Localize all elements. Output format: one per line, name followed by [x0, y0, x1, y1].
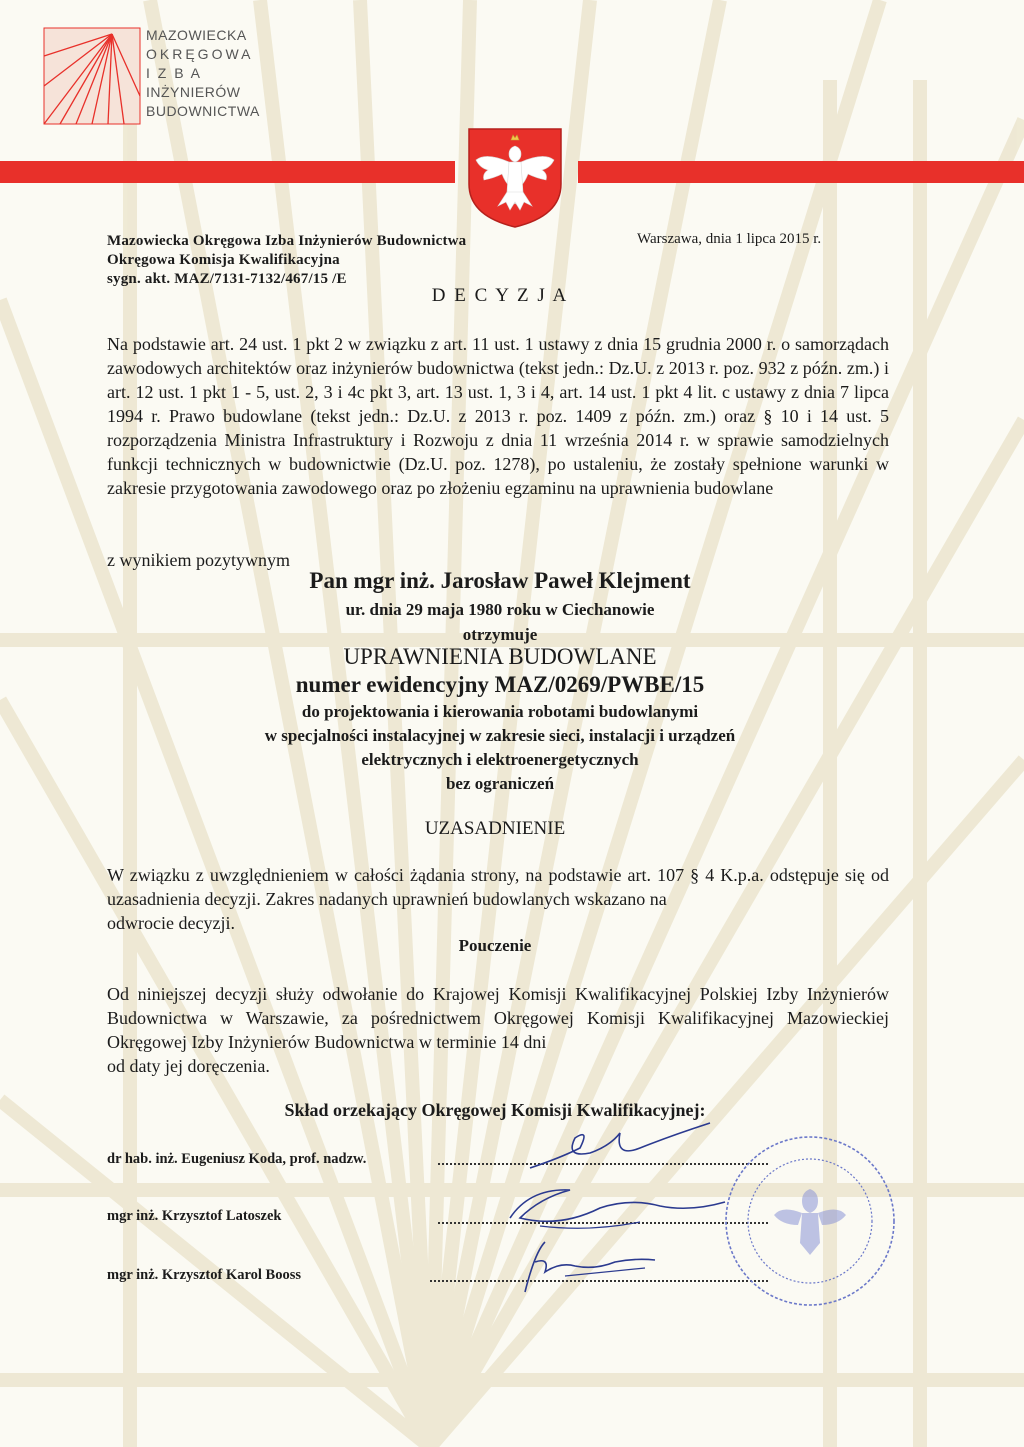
logo-line-2: OKRĘGOWA: [146, 46, 254, 62]
instruction-heading: Pouczenie: [458, 936, 532, 955]
document-title: D E C Y Z J A: [431, 285, 569, 306]
legal-basis-paragraph: [107, 332, 889, 500]
grant-number: numer ewidencyjny MAZ/0269/PWBE/15: [295, 672, 705, 697]
red-band-left: [0, 161, 455, 183]
recipient-birth: ur. dnia 29 maja 1980 roku w Ciechanowie: [345, 600, 655, 619]
logo-line-4: INŻYNIERÓW: [146, 84, 241, 100]
signature-2-icon: [500, 1178, 730, 1238]
grant-scope-line-1: do projektowania i kierowania robotami budowlanymi: [301, 702, 699, 721]
grant-scope-line-4: bez ograniczeń: [445, 774, 555, 793]
header-block: [107, 232, 466, 289]
legal-basis-text: Na podstawie art. 24 ust. 1 pkt 2 w związku z art. 11 ust. 1 ustawy z dnia 15 grudnia 2000 r. o samorządach zawodowych architektów oraz inżynierów budownictwa (tekst jedn.: Dz.U. z 2013 r. poz. 932 z późn. zm.) i art. 12 ust. 1 pkt 1 - 5, ust. 2, 3 i 4c pkt 3, art. 13 ust. 1, 3 i 4, art. 14 ust. 1 pkt 4 lit. c ustawy z dnia 7 lipca 1994 r. Prawo budowlane (tekst jedn.: Dz.U. z 2013 r. poz. 1409 z późn. zm.) oraz § 10 i 14 ust. 5 rozporządzenia Ministra Infrastruktury i Rozwoju z dnia 11 września 2014 r. w sprawie samodzielnych funkcji technicznych w budownictwie (Dz.U. poz. 1278), po ustaleniu, że zostały spełnione warunki w zakresie przygotowania zawodowego oraz po złożeniu egzaminu na uprawnienia budowlane: [107, 334, 889, 498]
logo-line-5: BUDOWNICTWA: [146, 103, 260, 119]
panel-member-1: dr hab. inż. Eugeniusz Koda, prof. nadzw.: [107, 1151, 367, 1167]
signature-1-icon: [520, 1118, 720, 1178]
chamber-logo-text: [146, 26, 260, 121]
justification-heading: UZASADNIENIE: [424, 818, 566, 839]
instruction-last-line: od daty jej doręczenia.: [107, 1056, 270, 1076]
logo-line-1: MAZOWIECKA: [146, 27, 247, 43]
recipient-receives: otrzymuje: [462, 625, 538, 644]
grant-scope-line-3: elektrycznych i elektroenergetycznych: [361, 750, 639, 769]
panel-heading: Skład orzekający Okręgowej Komisji Kwalifikacyjnej:: [284, 1100, 706, 1120]
panel-member-2: mgr inż. Krzysztof Latoszek: [107, 1208, 282, 1224]
grant-scope-line-2: w specjalności instalacyjnej w zakresie sieci, instalacji i urządzeń: [264, 726, 736, 745]
panel-member-3: mgr inż. Krzysztof Karol Booss: [107, 1267, 301, 1283]
logo-line-3: I Z B A: [146, 65, 203, 81]
justification-text: W związku z uwzględnieniem w całości żądania strony, na podstawie art. 107 § 4 K.p.a. odstępuje się od uzasadnienia decyzji. Zakres nadanych uprawnień budowlanych wskazano na: [107, 865, 889, 909]
red-band-right: [578, 161, 1024, 183]
place-date: Warszawa, dnia 1 lipca 2015 r.: [637, 231, 822, 247]
instruction-text: Od niniejszej decyzji służy odwołanie do Krajowej Komisji Kwalifikacyjnej Polskiej Izby Inżynierów Budownictwa w Warszawie, za pośrednictwem Okręgowej Komisji Kwalifikacyjnej Mazowieckiej Okręgowej Izby Inżynierów Budownictwa w terminie 14 dni: [107, 984, 889, 1052]
coat-of-arms-eagle-icon: [466, 126, 564, 230]
case-reference: sygn. akt. MAZ/7131-7132/467/15 /E: [107, 271, 347, 287]
signature-3-icon: [505, 1232, 665, 1302]
legal-basis-last-line: z wynikiem pozytywnym: [107, 550, 290, 570]
organization-name: Mazowiecka Okręgowa Izba Inżynierów Budownictwa: [107, 233, 467, 249]
chamber-logo-icon: [42, 26, 142, 126]
recipient-name: Pan mgr inż. Jarosław Paweł Klejment: [309, 568, 691, 593]
justification-last-line: odwrocie decyzji.: [107, 913, 235, 933]
commission-name: Okręgowa Komisja Kwalifikacyjna: [107, 252, 340, 268]
official-stamp-icon: [722, 1133, 898, 1309]
grant-title: UPRAWNIENIA BUDOWLANE: [343, 644, 657, 669]
